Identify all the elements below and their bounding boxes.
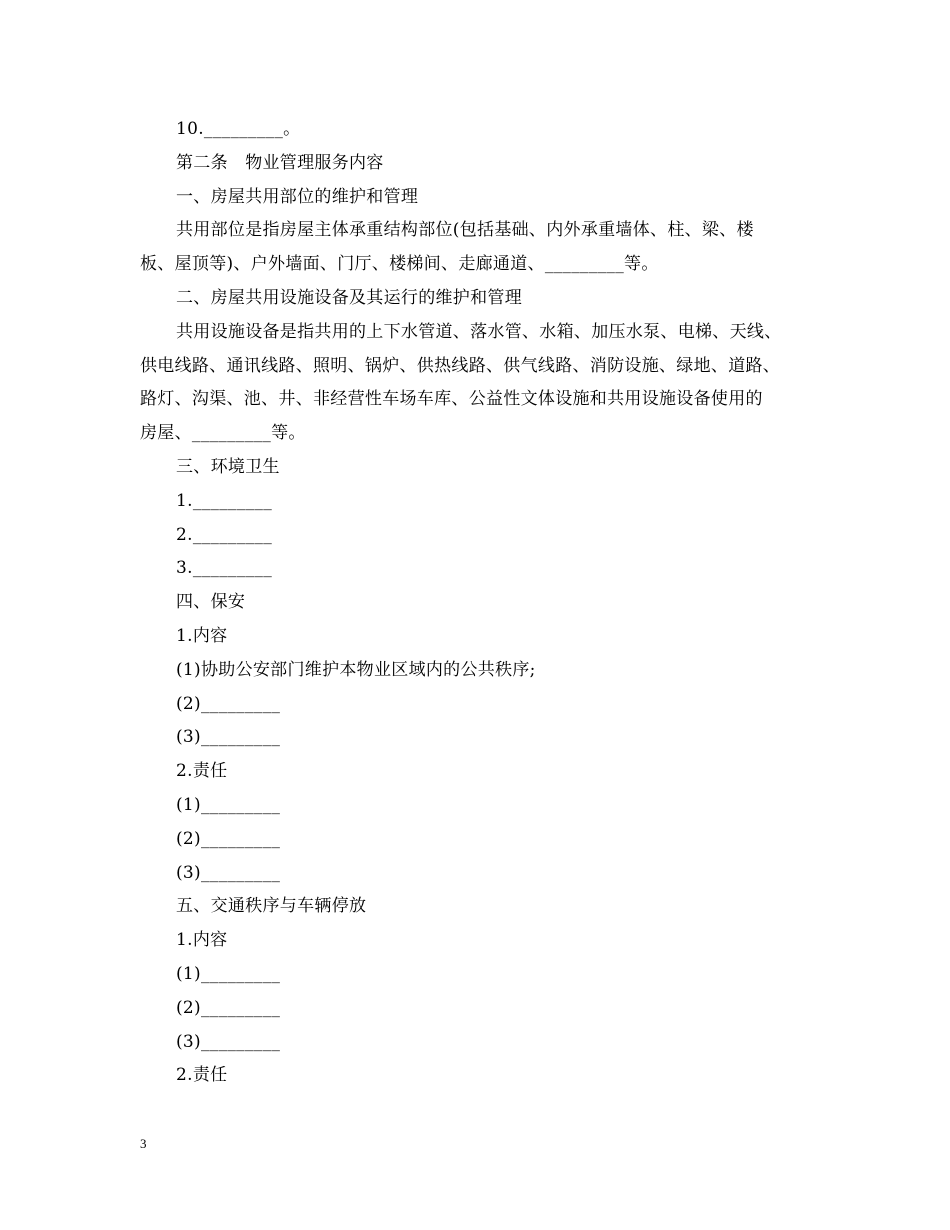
text-line: 路灯、沟渠、池、井、非经营性车场车库、公益性文体设施和共用设施设备使用的 bbox=[140, 389, 763, 410]
text-line: 共用部位是指房屋主体承重结构部位(包括基础、内外承重墙体、柱、梁、楼 bbox=[176, 220, 754, 241]
page-number: 3 bbox=[140, 1136, 147, 1151]
text-line: 一、房屋共用部位的维护和管理 bbox=[176, 186, 419, 207]
text-line: (1)_________ bbox=[176, 963, 281, 984]
text-line: 1.内容 bbox=[176, 625, 228, 646]
text-line: 二、房屋共用设施设备及其运行的维护和管理 bbox=[176, 287, 522, 308]
text-line: (2)_________ bbox=[176, 997, 281, 1018]
text-line: 三、环境卫生 bbox=[176, 456, 280, 477]
text-line: 供电线路、通讯线路、照明、锅炉、供热线路、供气线路、消防设施、绿地、道路、 bbox=[140, 355, 781, 376]
text-line: (1)协助公安部门维护本物业区域内的公共秩序; bbox=[176, 659, 536, 680]
text-line: 2.责任 bbox=[176, 1065, 228, 1086]
text-line: (3)_________ bbox=[176, 727, 281, 748]
text-line: 共用设施设备是指共用的上下水管道、落水管、水箱、加压水泵、电梯、天线、 bbox=[176, 321, 782, 342]
document-body bbox=[140, 113, 812, 1093]
text-line: 房屋、_________等。 bbox=[140, 423, 306, 444]
text-line: (3)_________ bbox=[176, 1031, 281, 1052]
text-line: 2._________ bbox=[176, 524, 273, 545]
text-line: 10._________。 bbox=[176, 119, 301, 139]
text-line: 四、保安 bbox=[176, 592, 246, 613]
text-line: 1._________ bbox=[176, 490, 273, 511]
text-line: (2)_________ bbox=[176, 693, 281, 714]
text-line: 1.内容 bbox=[176, 930, 228, 951]
text-line: 2.责任 bbox=[176, 761, 228, 782]
text-line: (1)_________ bbox=[176, 794, 281, 815]
text-line: 板、屋顶等)、户外墙面、门厅、楼梯间、走廊通道、_________等。 bbox=[140, 254, 659, 275]
text-line: (2)_________ bbox=[176, 828, 281, 849]
text-line: 3._________ bbox=[176, 558, 273, 579]
text-line: (3)_________ bbox=[176, 862, 281, 883]
text-line: 第二条 物业管理服务内容 bbox=[176, 152, 384, 173]
text-line: 五、交通秩序与车辆停放 bbox=[176, 896, 367, 917]
